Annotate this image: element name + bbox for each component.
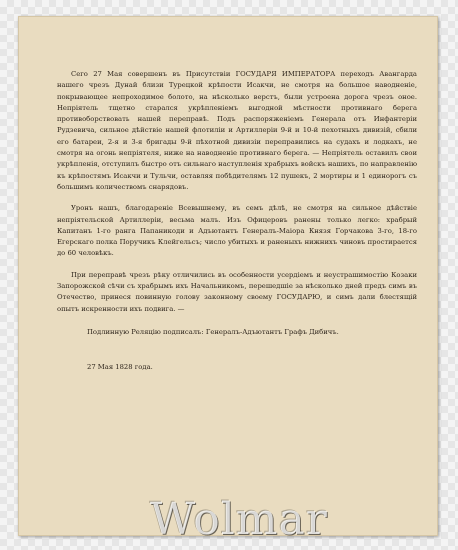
paragraph-2: Уронъ нашъ, благодареніе Всевышнему, въ семъ дѣлѣ, не смотря на сильное дѣйствіе непріятельской Артиллеріи, весьма малъ. Изъ Офицеровъ ранены только легко: храбрый Капитанъ 1-го ранга Папаникоди и Адъютантъ Генералъ-Маіора Князя Горчакова 3-го, 18-го Егерскаго полка Поручикъ Клейгельсъ; число убитыхъ и раненыхъ нижнихъ чиновъ простирается до 60 человѣкъ. — [57, 204, 417, 258]
document-page — [18, 16, 438, 536]
paragraph-1: Сего 27 Мая совершенъ въ Присутствіи ГОСУДАРЯ ИМПЕРАТОРА переходъ Авангарда нашего чрезъ Дунай близи Турецкой крѣпости Исакчи, не смотря на большое наводненіе, покрывающее непроходимое болото, на нѣсколько верстъ, были устроена дорога чрезъ оное. Непріятель тщетно старался укрѣпленіемъ выгодной мѣстности противнаго берега противоборствовать нашей переправѣ. Подъ распоряженіемъ Генерала отъ Инфантеріи Рудзевича, сильное дѣйствіе нашей флотиліи и Артиллеріи 9-й и 10-й пехотныхъ дивизій, сбили его батареи, 2-я и 3-я бригады 9-й пѣхотной дивизіи переправились на судахъ и лодкахъ, не смотря на огонь непріятеля, ниже на наводненіе противнаго берега. — Непріятель оставилъ свои укрѣпленія, отступилъ быстро отъ сильнаго наступленія храбрыхъ войскъ нашихъ, по направленію къ крѣпостямъ Исакчи и Тульчи, оставляя побѣдителямъ 12 пушекъ, 2 мортиры и 1 единорогъ съ большимъ количествомъ снарядовъ. — [57, 70, 417, 191]
watermark-text: Wolmar — [150, 494, 328, 545]
paragraph-3: При переправѣ чрезъ рѣку отличились въ особенности усердіемъ и неустрашимостію Козаки Запорожской сѣчи съ храбрымъ ихъ Начальникомъ, перешедшіе за нѣсколько дней предъ симъ въ Отечество, принеся повинную голову законному своему ГОСУДАРЮ, и симъ дали блестящій опытъ искренности ихъ подвига. — — [57, 270, 417, 313]
document-body — [57, 69, 417, 380]
document-date: 27 Мая 1828 года. — [87, 363, 153, 372]
signature-line: Подлинную Реляцію подписалъ: Генералъ-Адъютантъ Графъ Дибичъ. — [87, 327, 339, 336]
